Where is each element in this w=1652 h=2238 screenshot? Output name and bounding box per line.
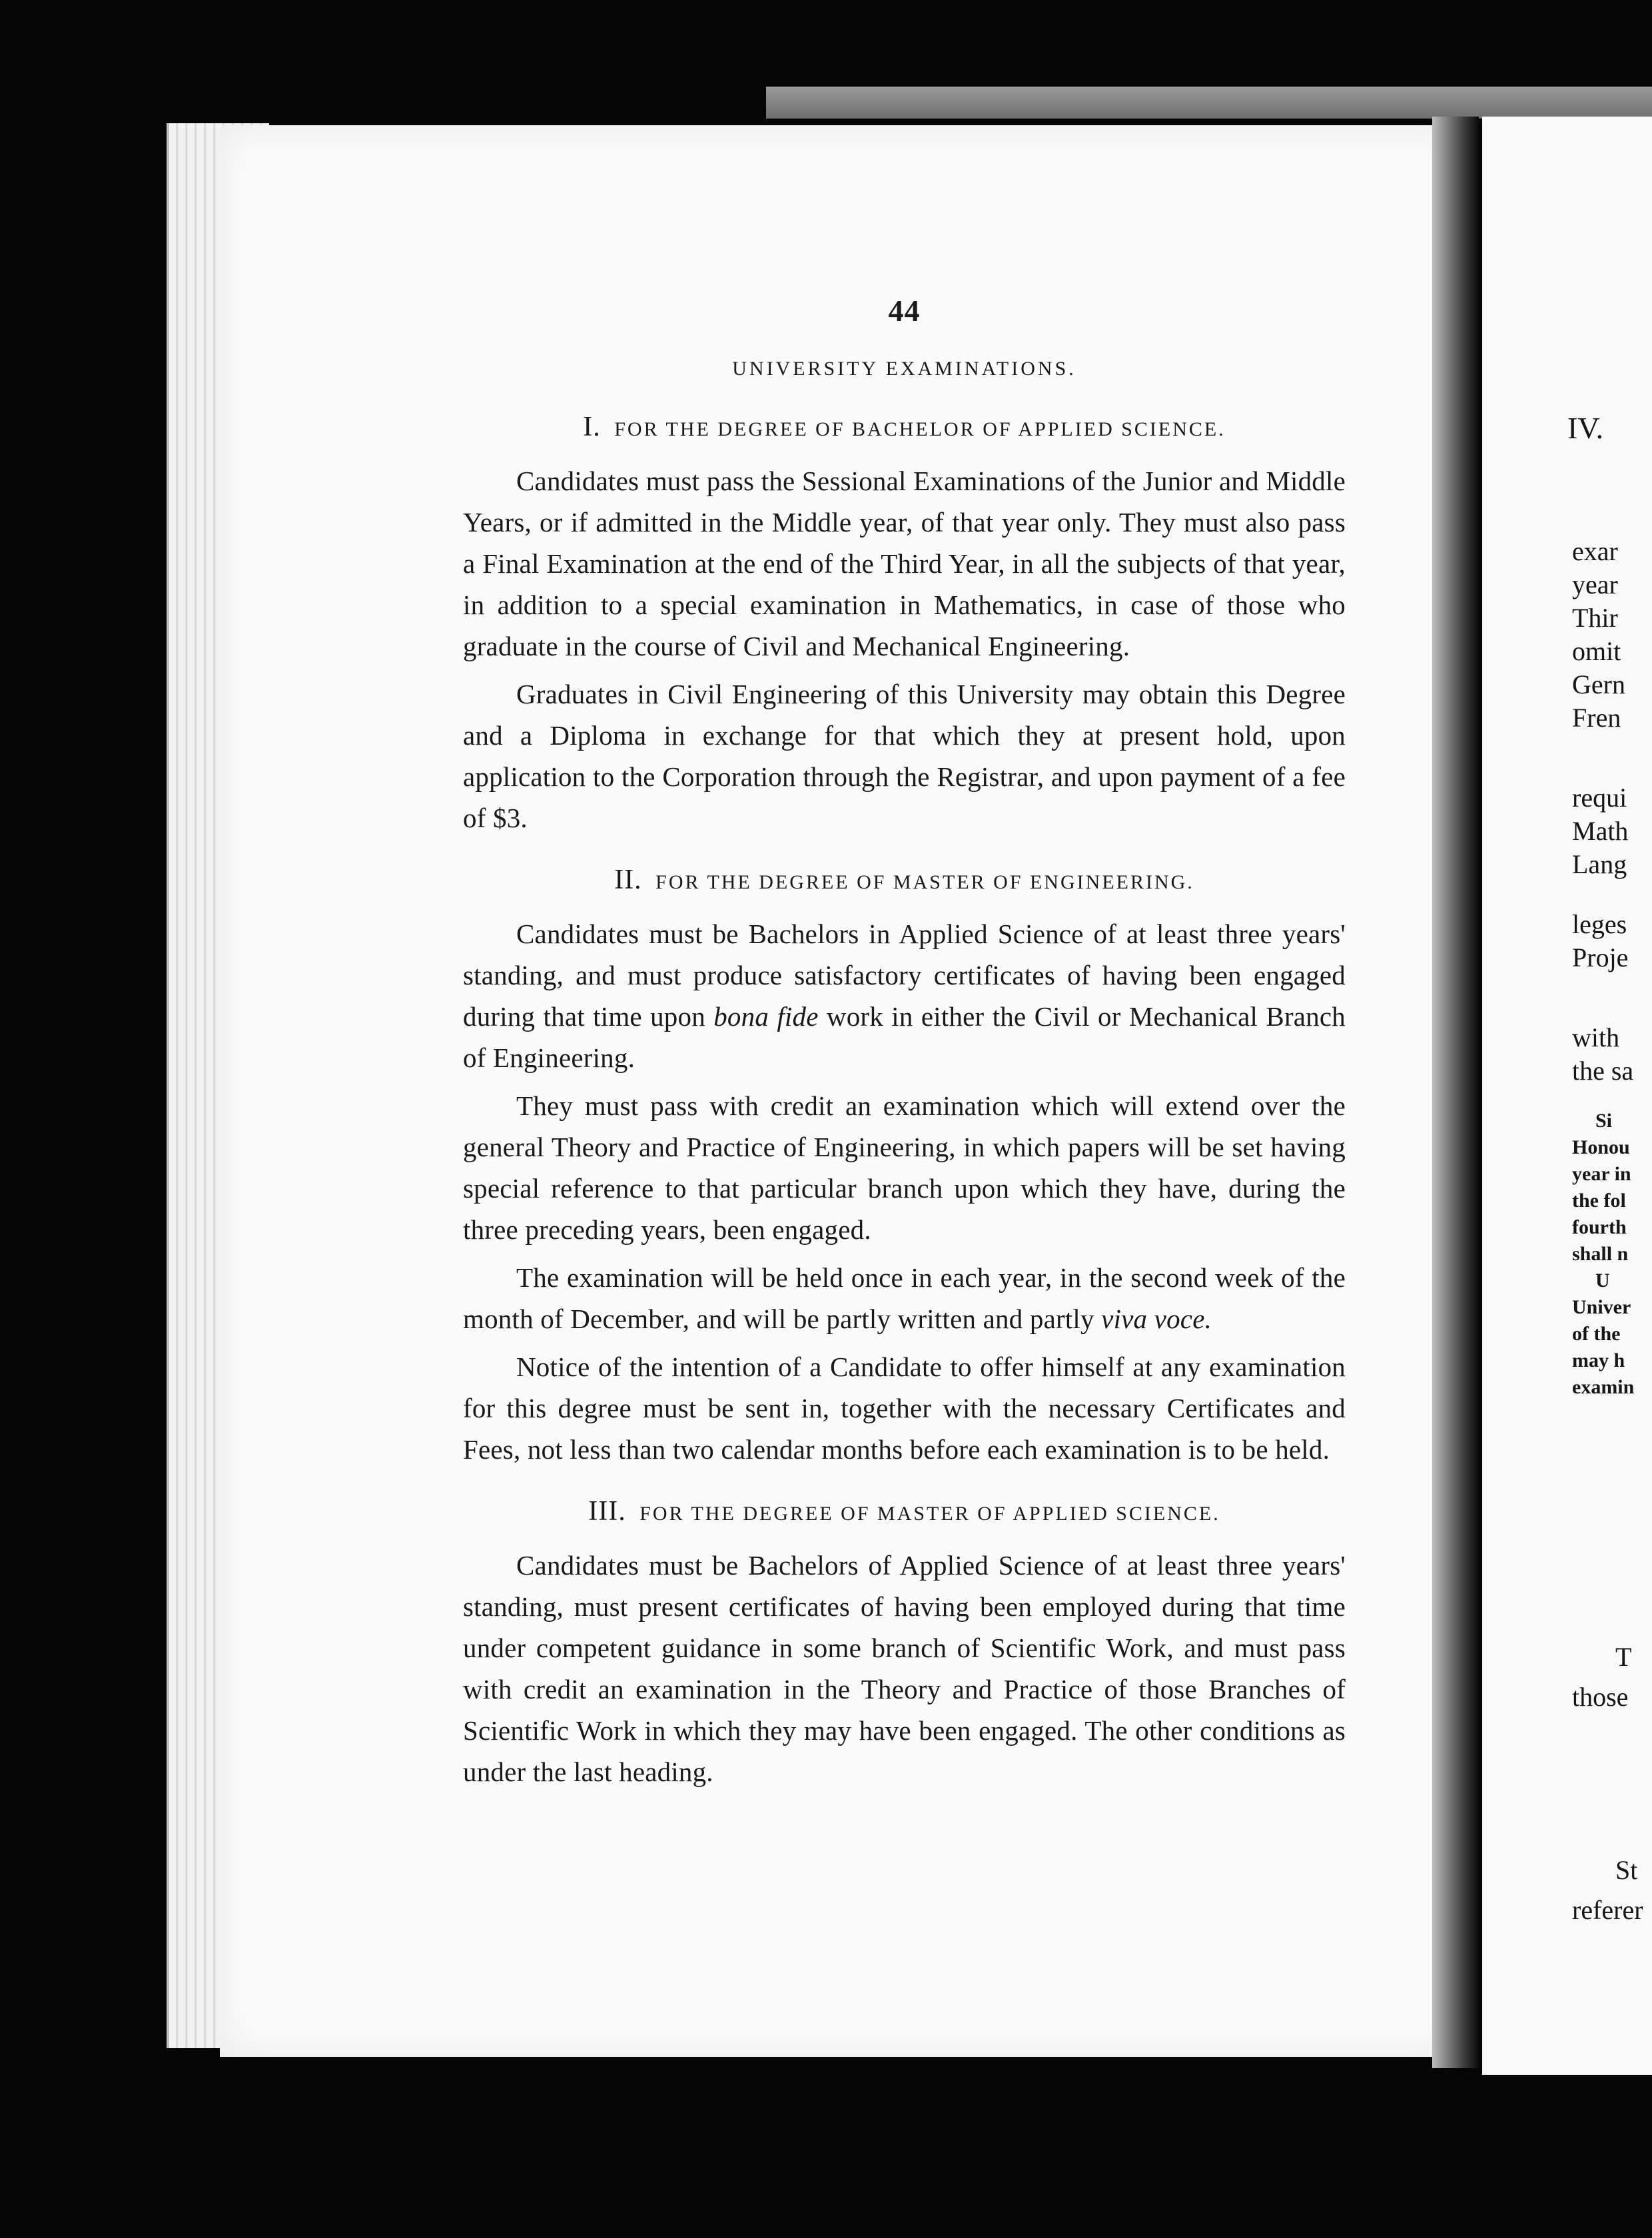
adjacent-fragment: fourth <box>1572 1216 1627 1238</box>
adjacent-fragment: year <box>1572 569 1618 599</box>
adjacent-fragment: Si <box>1595 1110 1613 1132</box>
book-spine <box>1432 117 1479 2068</box>
section-title: FOR THE DEGREE OF BACHELOR OF APPLIED SCIENCE. <box>614 418 1226 440</box>
paragraph: Graduates in Civil Engineering of this University may obtain this Degree and a Diploma in exchange for that which they at present hold, upon application to the Corporation through the Registrar, and upon payment of a fee of $3. <box>463 679 1346 833</box>
adjacent-page <box>1482 117 1652 2075</box>
adjacent-fragment: the sa <box>1572 1056 1634 1086</box>
adjacent-fragment: Thir <box>1572 603 1618 633</box>
adjacent-fragment: IV. <box>1567 411 1604 445</box>
adjacent-fragment: may h <box>1572 1349 1625 1371</box>
adjacent-fragment: Honou <box>1572 1136 1630 1158</box>
paragraph: Notice of the intention of a Candidate to offer himself at any examination for this degree must be sent in, together with the necessary Certificates and Fees, not less than two calendar months before each examination is to be held. <box>463 1351 1346 1465</box>
adjacent-fragment: Proje <box>1572 942 1629 972</box>
italic-phrase: bona fide <box>713 1001 819 1032</box>
paragraph: Candidates must pass the Sessional Examinations of the Junior and Middle Years, or if admitted in the Middle year, of that year only. They must also pass a Final Examination at the end of the Third Year, in all the subjects of that year, in addition to a special examination in Mathematics, in case of those who graduate in the course of Civil and Mechanical Engineering. <box>463 466 1346 661</box>
adjacent-fragment: of the <box>1572 1323 1621 1345</box>
paragraph-text: The examination will be held once in each year, in the second week of the month of December, and will be partly written and partly <box>463 1262 1346 1334</box>
adjacent-fragment: omit <box>1572 636 1621 666</box>
paragraph <box>463 913 1346 1078</box>
adjacent-fragment: Lang <box>1572 849 1627 879</box>
adjacent-fragment: the fol <box>1572 1190 1626 1212</box>
adjacent-fragment: year in <box>1572 1163 1631 1185</box>
section-title: FOR THE DEGREE OF MASTER OF ENGINEERING. <box>655 871 1194 893</box>
adjacent-fragment: shall n <box>1572 1243 1629 1265</box>
film-edge-strip <box>766 87 1652 119</box>
adjacent-fragment: leges <box>1572 909 1627 939</box>
adjacent-fragment: with <box>1572 1022 1620 1052</box>
running-head: UNIVERSITY EXAMINATIONS. <box>732 358 1076 380</box>
paragraph-text: work in either the Civil or Mechanical Branch of Engineering. <box>463 1001 1346 1073</box>
section-numeral: II. <box>614 865 642 895</box>
page-text <box>463 293 1346 1799</box>
adjacent-fragment: T <box>1615 1642 1632 1672</box>
paragraph: Candidates must be Bachelors of Applied Science of at least three years' standing, must present certificates of having been employed during that time under competent guidance in some branch of Scientific Work, and must pass with credit an examination in the Theory and Practice of those Branches of Scientific Work in which they may have been engaged. The other conditions as under the last heading. <box>463 1550 1346 1787</box>
adjacent-fragment: exar <box>1572 536 1618 566</box>
adjacent-fragment: Math <box>1572 816 1629 846</box>
adjacent-fragment: U <box>1595 1270 1610 1292</box>
adjacent-fragment: examin <box>1572 1376 1635 1398</box>
section-heading-master-applied-science <box>463 1495 1346 1527</box>
italic-phrase: viva voce. <box>1101 1304 1212 1334</box>
adjacent-fragment: St <box>1615 1855 1638 1885</box>
section-numeral: III. <box>588 1496 626 1527</box>
adjacent-fragment: Fren <box>1572 703 1621 733</box>
adjacent-fragment: those <box>1572 1682 1629 1712</box>
adjacent-fragment: requi <box>1572 783 1627 813</box>
section-heading-bachelor-applied-science <box>463 411 1346 443</box>
paragraph <box>463 1257 1346 1339</box>
paragraph: They must pass with credit an examination which will extend over the general Theory and Practice of Engineering, in which papers will be set having special reference to that particular branch upon which they have, during the three preceding years, been engaged. <box>463 1090 1346 1245</box>
adjacent-fragment: referer <box>1572 1895 1643 1925</box>
page-number: 44 <box>888 294 921 328</box>
adjacent-fragment: Gern <box>1572 669 1625 699</box>
section-heading-master-engineering <box>463 864 1346 896</box>
section-numeral: I. <box>583 412 601 442</box>
adjacent-fragment: Univer <box>1572 1296 1631 1318</box>
paragraph-text: Candidates must be Bachelors in Applied Science of at least three years' standing, and must produce satisfactory certificates of having been engaged during that time upon <box>463 919 1346 1032</box>
section-title: FOR THE DEGREE OF MASTER OF APPLIED SCIENCE. <box>639 1503 1220 1525</box>
